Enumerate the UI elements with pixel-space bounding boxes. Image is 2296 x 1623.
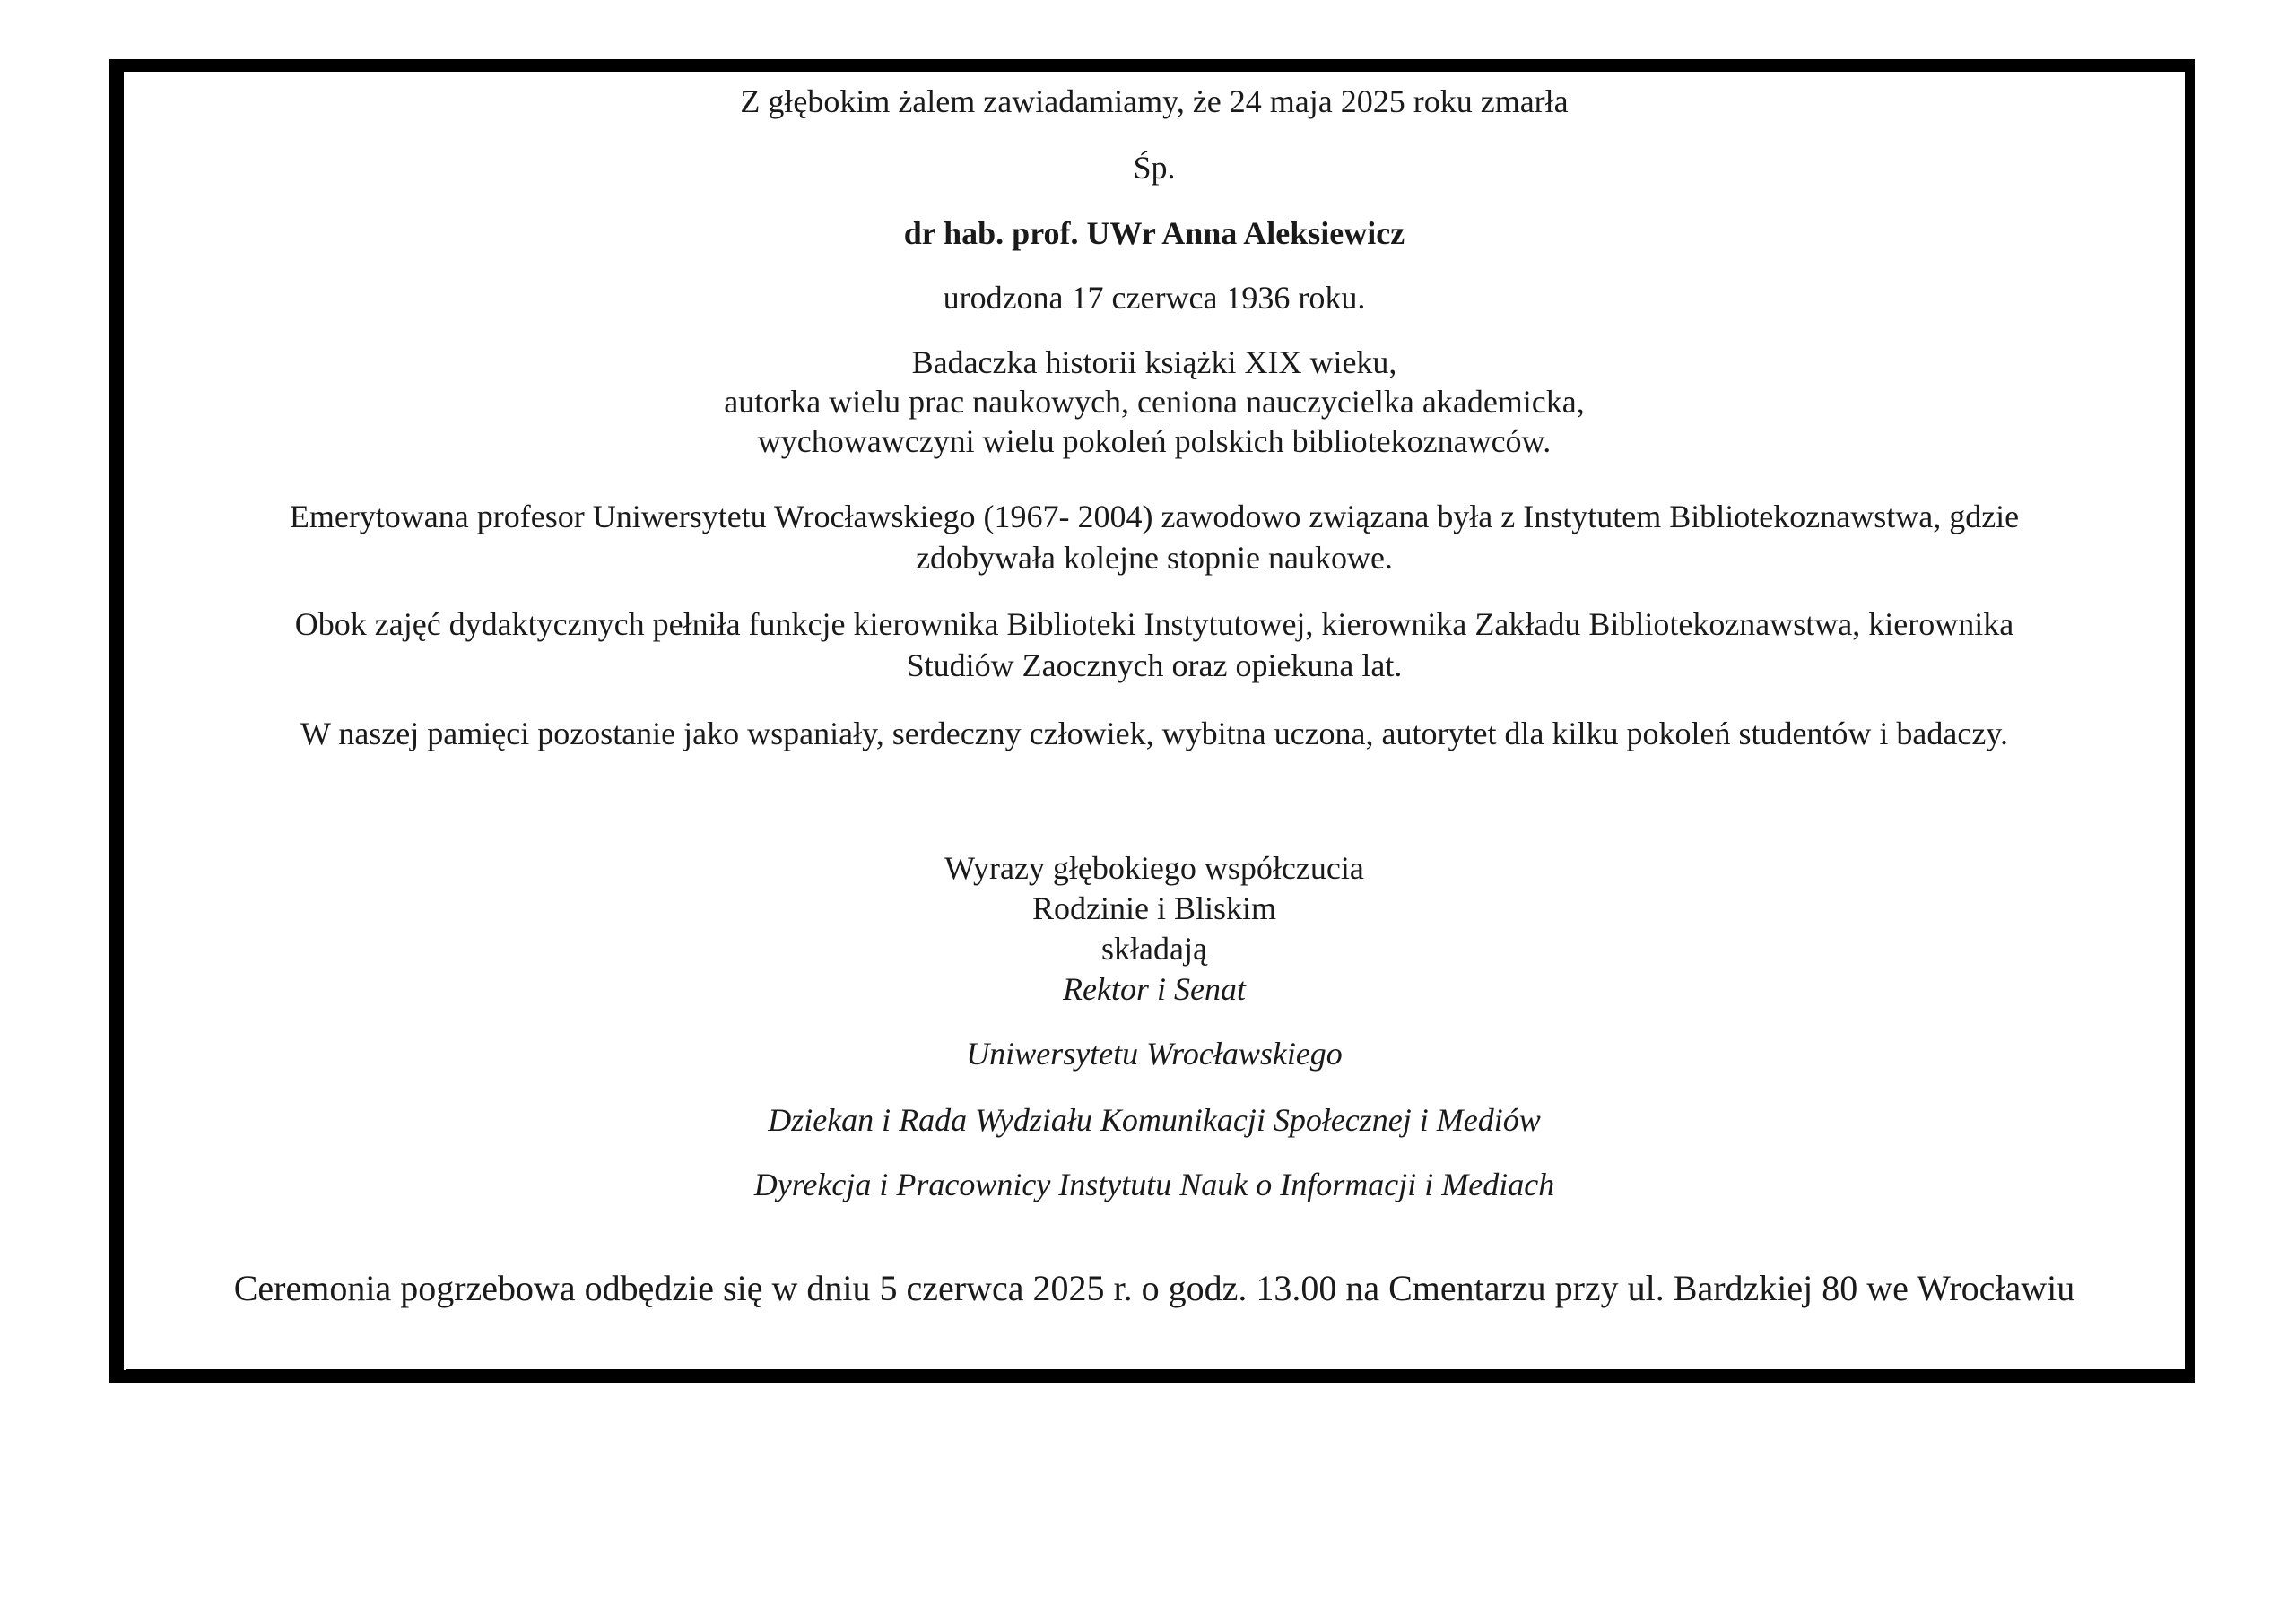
bio-line: wychowawczyni wielu pokoleń polskich bibliotekoznawców. [757,423,1552,459]
deceased-name: dr hab. prof. UWr Anna Aleksiewicz [903,215,1405,251]
condolence-line: Rodzinie i Bliskim [1031,890,1276,926]
roles-line: Obok zajęć dydaktycznych pełniła funkcje kierownika Biblioteki Instytutowej, kierownika Zakładu Bibliotekoznawstwa, kierownika [294,606,2014,642]
intro-text: Z głębokim żalem zawiadamiamy, że 24 maja 2025 roku zmarła [740,83,1569,119]
condolence-line: Wyrazy głębokiego współczucia [944,850,1364,886]
bio-line: autorka wielu prac naukowych, ceniona nauczycielka akademicka, [724,384,1585,420]
bio-line: Badaczka historii książki XIX wieku, [911,344,1397,380]
frame-right-edge [2189,59,2193,1383]
career-line: Emerytowana profesor Uniwersytetu Wrocławskiego (1967- 2004) zawodowo związana była z Instytutem Bibliotekoznawstwa, gdzie [289,499,2020,534]
condolence-line: składają [1101,931,1207,967]
signatory: Uniwersytetu Wrocławskiego [966,1036,1343,1072]
frame-bottom-bar [126,1369,2191,1380]
birth-date: urodzona 17 czerwca 1936 roku. [943,280,1366,316]
roles-line: Studiów Zaocznych oraz opiekuna lat. [906,647,1403,683]
signatory: Dyrekcja i Pracownicy Instytutu Nauk o Informacji i Mediach [753,1167,1555,1202]
memory-text: W naszej pamięci pozostanie jako wspaniały, serdeczny człowiek, wybitna uczona, autorytet dla kilku pokoleń studentów i badaczy. [300,716,2009,751]
signatory: Rektor i Senat [1063,971,1246,1007]
honorific: Śp. [1133,150,1176,186]
funeral-info: Ceremonia pogrzebowa odbędzie się w dniu 5 czerwca 2025 r. o godz. 13.00 na Cmentarzu przy ul. Bardzkiej 80 we Wrocławiu [233,1268,2075,1308]
career-line: zdobywała kolejne stopnie naukowe. [916,540,1393,576]
signatory: Dziekan i Rada Wydziału Komunikacji Społecznej i Mediów [768,1102,1541,1138]
